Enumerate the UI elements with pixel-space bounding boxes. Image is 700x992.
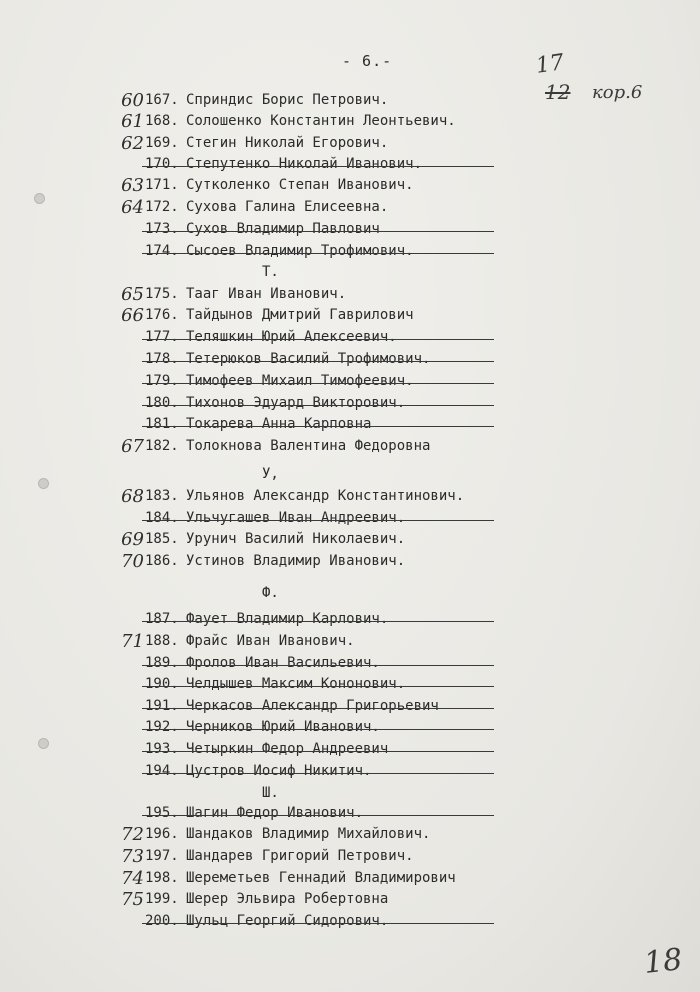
struck-list-entry [0,741,700,763]
entry-number: 176. [145,307,179,323]
strikethrough-line [142,923,494,924]
handwritten-sequence-number: 72 [121,824,144,845]
struck-list-entry [0,156,700,178]
list-entry [0,870,700,892]
person-name: Сысоев Владимир Трофимович. [186,243,414,259]
handwritten-sequence-number: 71 [121,631,144,652]
entry-number: 194. [145,763,179,779]
entry-number: 198. [145,870,179,886]
person-name: Фролов Иван Васильевич. [186,655,380,671]
entry-number: 171. [145,177,179,193]
section-letter: Ф. [262,585,279,601]
entry-number: 167. [145,92,179,108]
entry-number: 168. [145,113,179,129]
handwritten-sequence-number: 68 [121,486,144,507]
struck-list-entry [0,510,700,532]
handwritten-sequence-number: 66 [121,305,144,326]
person-name: Сприндис Борис Петрович. [186,92,389,108]
handwritten-sequence-number: 65 [121,284,144,305]
person-name: Тааг Иван Иванович. [186,286,347,302]
strikethrough-line [142,520,494,521]
entry-number: 186. [145,553,179,569]
list-entry [0,891,700,913]
struck-list-entry [0,698,700,720]
person-name: Цустров Иосиф Никитич. [186,763,372,779]
entry-number: 185. [145,531,179,547]
person-name: Шандарев Григорий Петрович. [186,848,414,864]
struck-list-entry [0,373,700,395]
list-entry [0,488,700,510]
section-letter: У, [262,466,279,482]
strikethrough-line [142,751,494,752]
section-letter: Т. [262,264,279,280]
entry-number: 193. [145,741,179,757]
strikethrough-line [142,729,494,730]
handwritten-sequence-number: 74 [121,868,144,889]
entry-number: 182. [145,438,179,454]
person-name: Сухова Галина Елисеевна. [186,199,389,215]
list-entry [0,199,700,221]
struck-list-entry [0,395,700,417]
entry-number: 196. [145,826,179,842]
struck-list-entry [0,763,700,785]
list-entry [0,307,700,329]
entry-number: 170. [145,156,179,172]
entry-number: 187. [145,611,179,627]
list-entry [0,92,700,114]
strikethrough-line [142,426,494,427]
list-entry [0,286,700,308]
strikethrough-line [142,253,494,254]
strikethrough-line [142,708,494,709]
struck-list-entry [0,329,700,351]
person-name: Стегин Николай Егорович. [186,135,389,151]
strikethrough-line [142,665,494,666]
list-entry [0,826,700,848]
list-entry [0,438,700,460]
archive-sheet-number: 17 [534,50,566,79]
entry-number: 188. [145,633,179,649]
person-name: Тайдынов Дмитрий Гаврилович [186,307,414,323]
entry-number: 178. [145,351,179,367]
page-number: - 6.- [342,52,393,70]
entry-number: 180. [145,395,179,411]
person-name: Шерер Эльвира Робертовна [186,891,389,907]
list-entry [0,633,700,655]
handwritten-sequence-number: 63 [121,175,144,196]
person-name: Челдышев Максим Кононович. [186,676,406,692]
strikethrough-line [142,686,494,687]
struck-list-entry [0,655,700,677]
entry-number: 200. [145,913,179,929]
person-name: Черкасов Александр Григорьевич [186,698,439,714]
struck-list-entry [0,221,700,243]
list-entry [0,113,700,135]
struck-sheet-number: 12 [545,80,571,104]
person-name: Сутколенко Степан Иванович. [186,177,414,193]
handwritten-sequence-number: 67 [121,436,144,457]
list-entry [0,135,700,157]
person-name: Урунич Василий Николаевич. [186,531,406,547]
list-entry [0,531,700,553]
person-name: Теляшкин Юрий Алексеевич. [186,329,397,345]
section-letter: Ш. [262,785,279,801]
person-name: Тимофеев Михаил Тимофеевич. [186,373,414,389]
entry-number: 175. [145,286,179,302]
person-name: Токарева Анна Карповна [186,416,372,432]
entry-number: 195. [145,805,179,821]
entry-number: 169. [145,135,179,151]
person-name: Ульчугашев Иван Андреевич. [186,510,406,526]
entry-number: 184. [145,510,179,526]
person-name: Фаует Владимир Карлович. [186,611,389,627]
box-label: кор.6 [592,82,643,103]
entry-number: 179. [145,373,179,389]
entry-number: 190. [145,676,179,692]
struck-list-entry [0,913,700,935]
strikethrough-line [142,339,494,340]
person-name: Тетерюков Василий Трофимович. [186,351,431,367]
entry-number: 181. [145,416,179,432]
struck-list-entry [0,243,700,265]
person-name: Шагин Федор Иванович. [186,805,364,821]
handwritten-sequence-number: 75 [121,889,144,910]
person-name: Солошенко Константин Леонтьевич. [186,113,456,129]
strikethrough-line [142,383,494,384]
person-name: Черников Юрий Иванович. [186,719,380,735]
person-name: Устинов Владимир Иванович. [186,553,406,569]
person-name: Сухов Владимир Павлович [186,221,380,237]
person-name: Шандаков Владимир Михайлович. [186,826,431,842]
strikethrough-line [142,621,494,622]
person-name: Ульянов Александр Константинович. [186,488,465,504]
entry-number: 177. [145,329,179,345]
handwritten-sequence-number: 62 [121,133,144,154]
handwritten-sequence-number: 70 [121,551,144,572]
person-name: Фрайс Иван Иванович. [186,633,355,649]
bottom-sheet-number: 18 [642,942,684,981]
list-entry [0,177,700,199]
person-name: Тихонов Эдуард Викторович. [186,395,406,411]
struck-list-entry [0,416,700,438]
struck-list-entry [0,611,700,633]
strikethrough-line [142,405,494,406]
handwritten-sequence-number: 73 [121,846,144,867]
strikethrough-line [142,231,494,232]
entry-number: 183. [145,488,179,504]
strikethrough-line [142,773,494,774]
struck-list-entry [0,719,700,741]
list-entry [0,848,700,870]
entry-number: 173. [145,221,179,237]
handwritten-sequence-number: 61 [121,111,144,132]
handwritten-sequence-number: 64 [121,197,144,218]
struck-list-entry [0,351,700,373]
person-name: Шереметьев Геннадий Владимирович [186,870,456,886]
entry-number: 197. [145,848,179,864]
entry-number: 172. [145,199,179,215]
person-name: Шульц Георгий Сидорович. [186,913,389,929]
strikethrough-line [142,166,494,167]
list-entry [0,553,700,575]
entry-number: 192. [145,719,179,735]
entry-number: 174. [145,243,179,259]
strikethrough-line [142,361,494,362]
struck-list-entry [0,805,700,827]
struck-list-entry [0,676,700,698]
person-name: Толокнова Валентина Федоровна [186,438,431,454]
entry-number: 199. [145,891,179,907]
entry-number: 189. [145,655,179,671]
entry-number: 191. [145,698,179,714]
person-name: Степутенко Николай Иванович. [186,156,423,172]
handwritten-sequence-number: 60 [121,90,144,111]
strikethrough-line [142,815,494,816]
person-name: Четыркин Федор Андреевич [186,741,389,757]
handwritten-sequence-number: 69 [121,529,144,550]
